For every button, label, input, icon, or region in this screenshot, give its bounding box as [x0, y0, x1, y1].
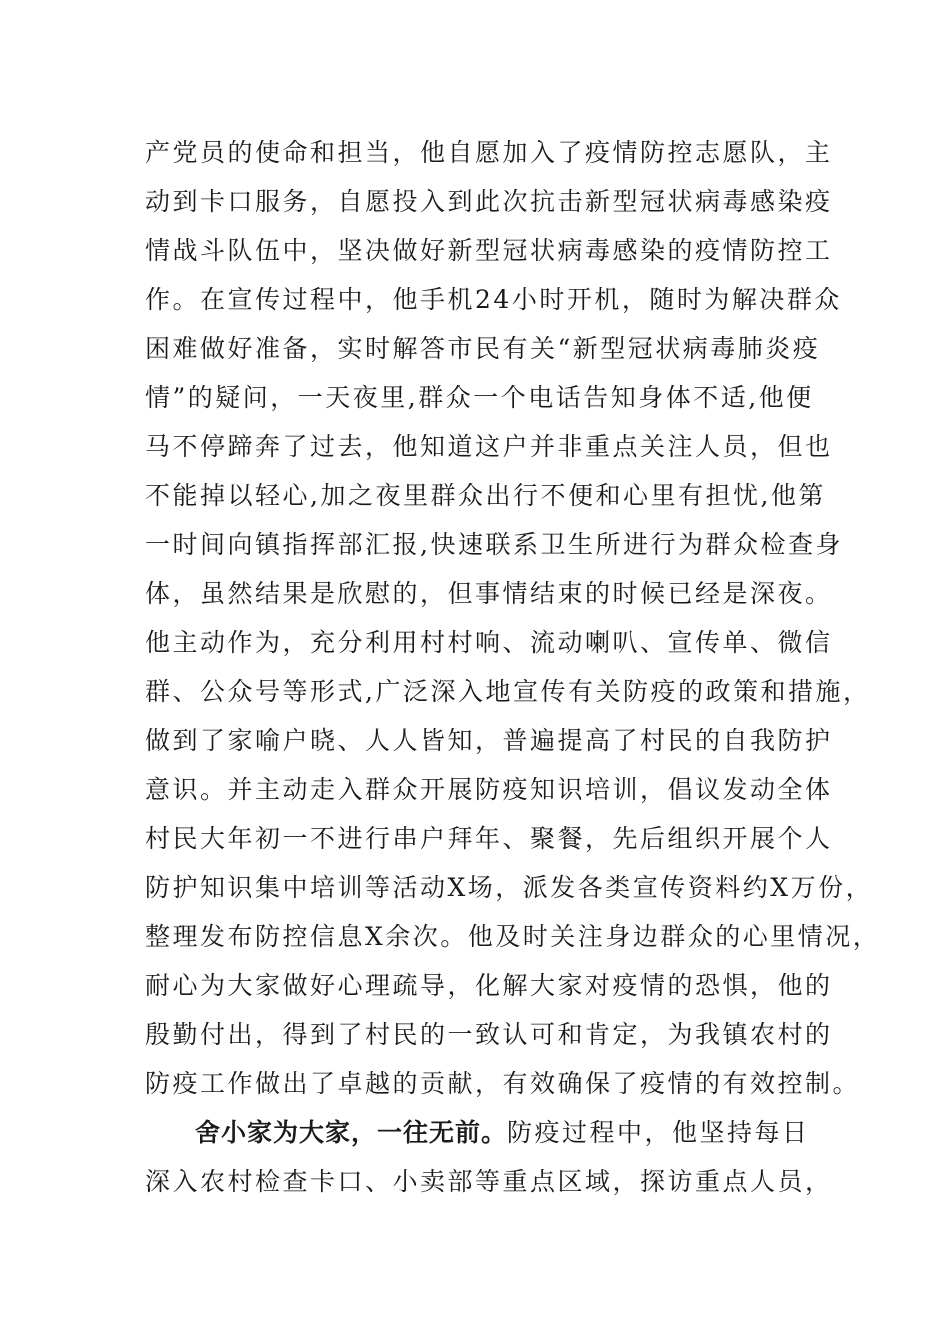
text-line: 耐心为大家做好心理疏导，化解大家对疫情的恐惧，他的	[145, 971, 833, 1000]
text-line: 不能掉以轻心,加之夜里群众出行不便和心里有担忧,他第	[145, 481, 826, 510]
text-line: 做到了家喻户晓、人人皆知，普遍提高了村民的自我防护	[145, 726, 833, 755]
text-line: 体，虽然结果是欣慰的，但事情结束的时候已经是深夜。	[145, 579, 833, 608]
text-line: 情战斗队伍中，坚决做好新型冠状病毒感染的疫情防控工	[145, 236, 833, 265]
paragraph-2-text: 防疫过程中，他坚持每日	[507, 1118, 810, 1147]
paragraph-2-lead: 舍小家为大家，一往无前。	[195, 1118, 508, 1147]
body-text	[145, 128, 881, 1206]
text-line: 一时间向镇指挥部汇报,快速联系卫生所进行为群众检查身	[145, 530, 843, 559]
text-line: 他主动作为，充分利用村村响、流动喇叭、宣传单、微信	[145, 628, 833, 657]
text-line: 作。在宣传过程中，他手机24小时开机，随时为解决群众	[145, 285, 842, 314]
text-line: 情”的疑问，一天夜里,群众一个电话告知身体不适,他便	[145, 383, 814, 412]
paragraph-2-first-line	[145, 1108, 835, 1157]
text-line: 困难做好准备，实时解答市民有关“新型冠状病毒肺炎疫	[145, 334, 821, 363]
text-line: 意识。并主动走入群众开展防疫知识培训，倡议发动全体	[145, 775, 833, 804]
text-line: 防护知识集中培训等活动X场，派发各类宣传资料约X万份，	[145, 873, 874, 902]
text-line: 防疫工作做出了卓越的贡献，有效确保了疫情的有效控制。	[145, 1069, 861, 1098]
text-line: 产党员的使命和担当，他自愿加入了疫情防控志愿队，主	[145, 138, 833, 167]
text-line: 殷勤付出，得到了村民的一致认可和肯定，为我镇农村的	[145, 1020, 833, 1049]
text-line: 群、公众号等形式,广泛深入地宣传有关防疫的政策和措施，	[145, 677, 871, 706]
text-line: 村民大年初一不进行串户拜年、聚餐，先后组织开展个人	[145, 824, 833, 853]
text-line: 马不停蹄奔了过去，他知道这户并非重点关注人员，但也	[145, 432, 833, 461]
text-line: 整理发布防控信息X余次。他及时关注身边群众的心里情况，	[145, 922, 881, 951]
text-line: 深入农村检查卡口、小卖部等重点区域，探访重点人员，	[145, 1167, 833, 1196]
text-line: 动到卡口服务，自愿投入到此次抗击新型冠状病毒感染疫	[145, 187, 833, 216]
